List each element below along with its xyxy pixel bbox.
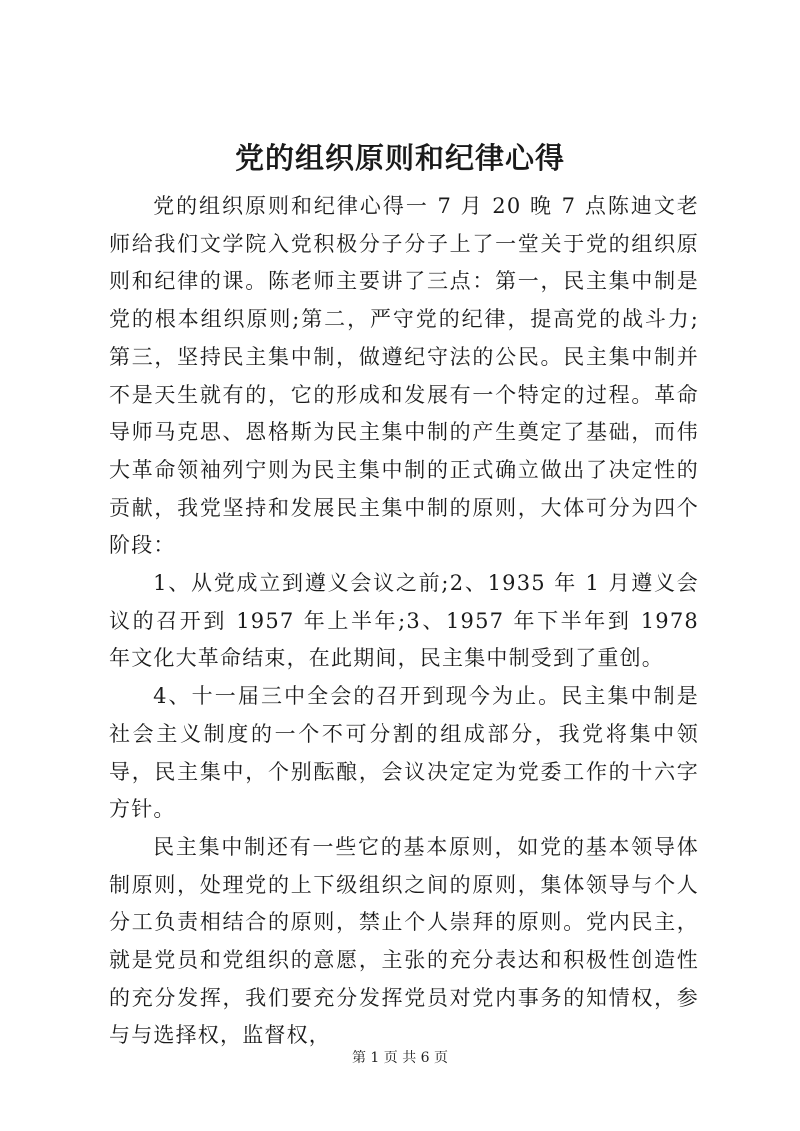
- page-number-footer: 第 1 页 共 6 页: [351, 1050, 449, 1066]
- paragraph: 民主集中制还有一些它的基本原则，如党的基本领导体制原则，处理党的上下级组织之间的原则，集体领导与个人分工负责相结合的原则，禁止个人崇拜的原则。党内民主，就是党员和党组织的意愿，主张的充分表达和积极性创造性的充分发挥，我们要充分发挥党员对党内事务的知情权，参与与选择权，监督权，: [109, 834, 699, 1048]
- document-body: [109, 188, 699, 1055]
- paragraph: 4、十一届三中全会的召开到现今为止。民主集中制是社会主义制度的一个不可分割的组成部分，我党将集中领导，民主集中，个别酝酿，会议决定定为党委工作的十六字方针。: [109, 684, 699, 822]
- document-title: 党的组织原则和纪律心得: [234, 141, 565, 175]
- paragraph: 党的组织原则和纪律心得一 7 月 20 晚 7 点陈迪文老师给我们文学院入党积极分子分子上了一堂关于党的组织原则和纪律的课。陈老师主要讲了三点：第一，民主集中制是党的根本组织原则;第二，严守党的纪律，提高党的战斗力;第三，坚持民主集中制，做遵纪守法的公民。民主集中制并不是天生就有的，它的形成和发展有一个特定的过程。革命导师马克思、恩格斯为民主集中制的产生奠定了基础，而伟大革命领袖列宁则为民主集中制的正式确立做出了决定性的贡献，我党坚持和发展民主集中制的原则，大体可分为四个阶段：: [109, 194, 699, 558]
- paragraph: 1、从党成立到遵义会议之前;2、1935 年 1 月遵义会议的召开到 1957 年上半年;3、1957 年下半年到 1978 年文化大革命结束，在此期间，民主集中制受到了重创。: [109, 571, 699, 671]
